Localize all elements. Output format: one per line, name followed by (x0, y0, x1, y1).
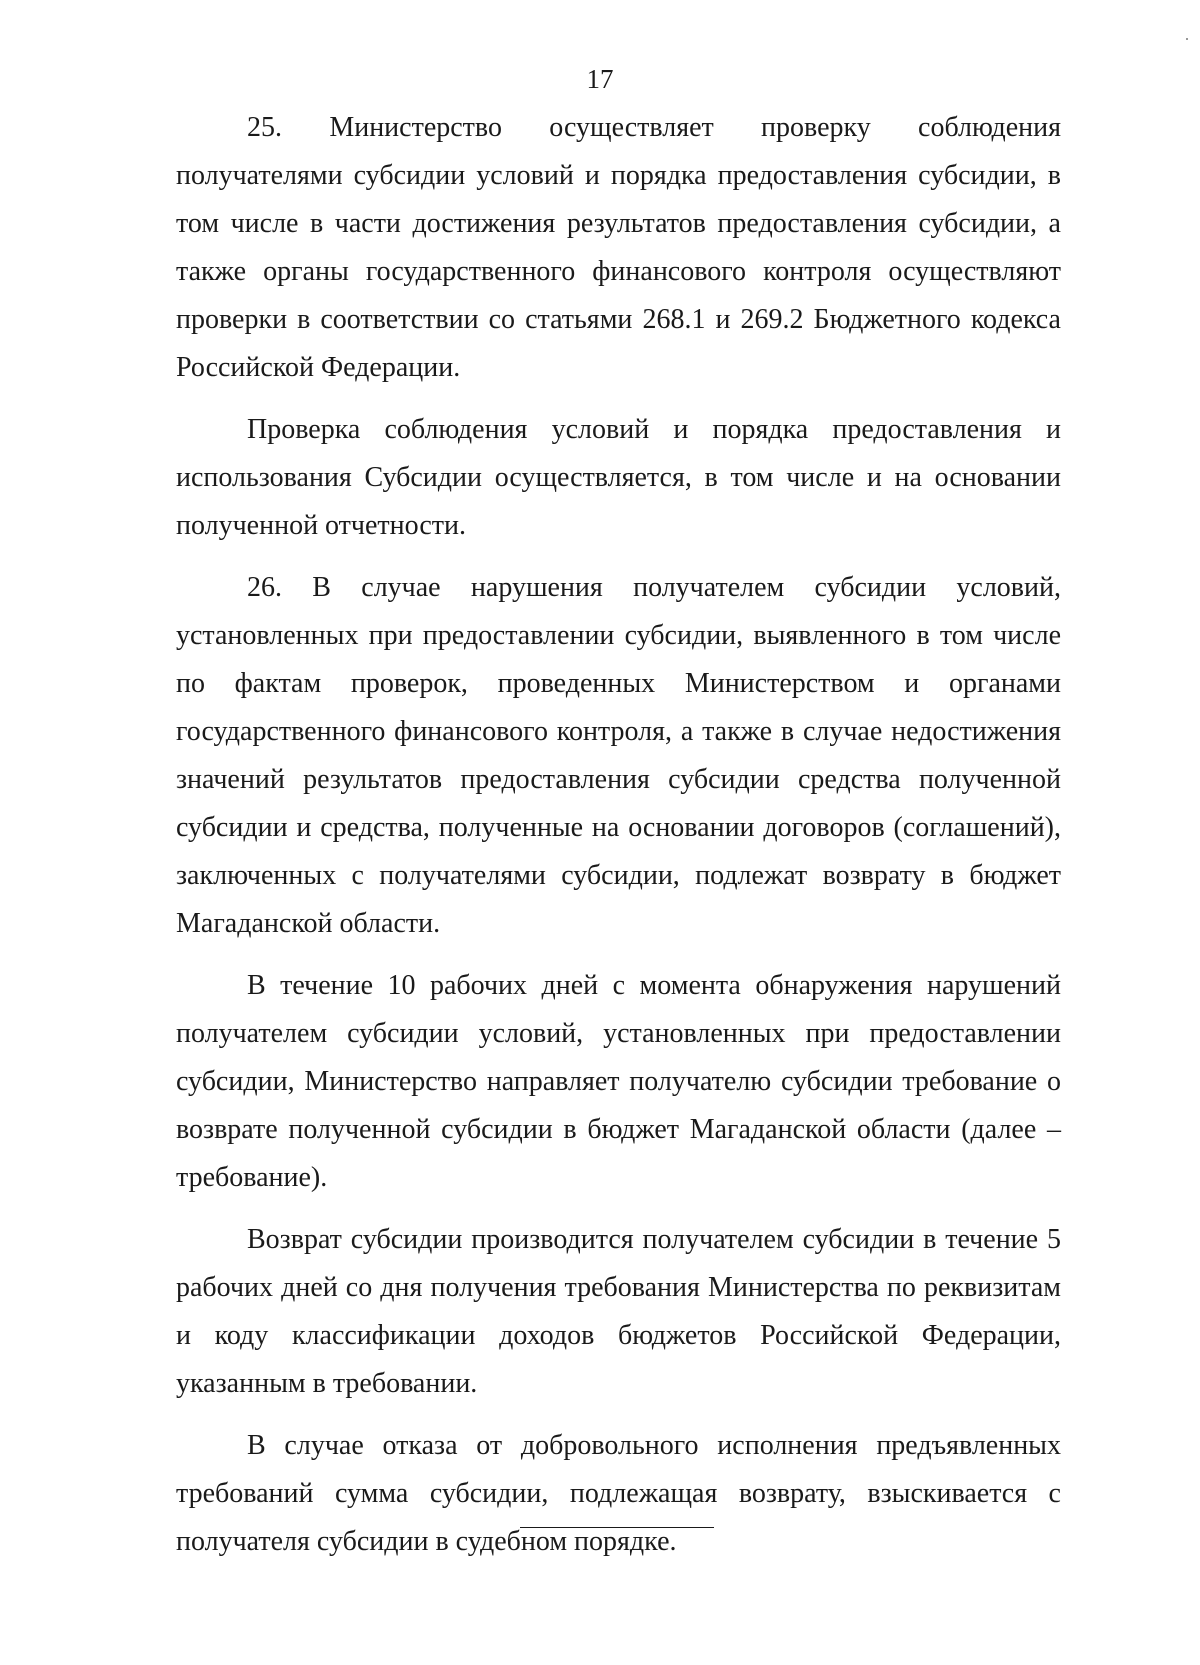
paragraph-verification: Проверка соблюдения условий и порядка предоставления и использования Субсидии осуществляется, в том числе и на основании полученной отчетности. (176, 414, 1061, 541)
scan-speck (1186, 38, 1188, 40)
paragraph-26: 26. В случае нарушения получателем субсидии условий, установленных при предоставлении субсидии, выявленного в том числе по фактам проверок, проведенных Министерством и органами государственного финансового контроля, а также в случае недостижения значений результатов предоставления субсидии средства полученной субсидии и средства, полученные на основании договоров (соглашений), заключенных с получателями субсидии, подлежат возврату в бюджет Магаданской области. (176, 572, 1061, 939)
paragraph-return-demand: В течение 10 рабочих дней с момента обнаружения нарушений получателем субсидии условий, установленных при предоставлении субсидии, Министерство направляет получателю субсидии требование о возврате полученной субсидии в бюджет Магаданской области (далее – требование). (176, 970, 1061, 1193)
end-of-document-rule (520, 1527, 714, 1528)
paragraph-25: 25. Министерство осуществляет проверку соблюдения получателями субсидии условий и порядка предоставления субсидии, в том числе в части достижения результатов предоставления субсидии, а также органы государственного финансового контроля осуществляют проверки в соответствии со статьями 268.1 и 269.2 Бюджетного кодекса Российской Федерации. (176, 112, 1061, 383)
paragraph-court-recovery: В случае отказа от добровольного исполнения предъявленных требований сумма субсидии, подлежащая возврату, взыскивается с получателя субсидии в судебном порядке. (176, 1430, 1061, 1557)
page-number: 17 (586, 64, 614, 94)
document-body (176, 104, 1061, 1580)
paragraph-return-term: Возврат субсидии производится получателем субсидии в течение 5 рабочих дней со дня получения требования Министерства по реквизитам и коду классификации доходов бюджетов Российской Федерации, указанным в требовании. (176, 1224, 1061, 1399)
